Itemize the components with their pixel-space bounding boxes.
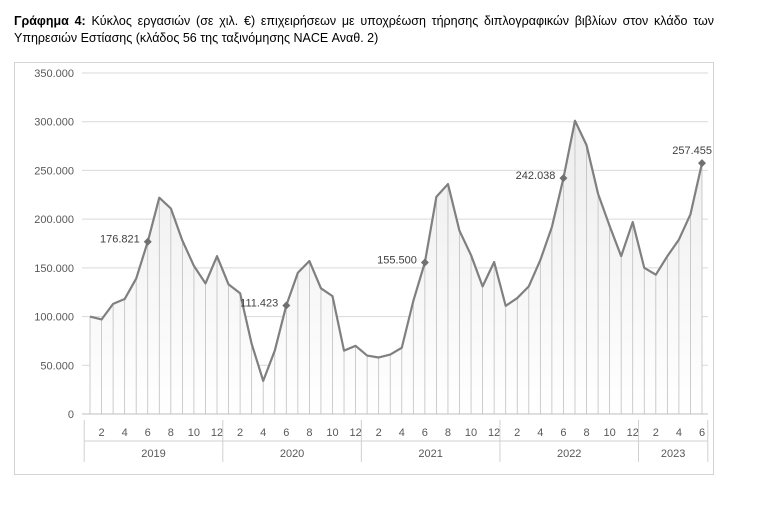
x-tick-label: 2: [375, 427, 382, 439]
caption-label: Γράφημα 4:: [14, 14, 86, 28]
x-tick-label: 2: [652, 427, 659, 439]
data-label: 176.821: [99, 233, 140, 246]
x-tick-label: 8: [444, 427, 452, 439]
x-tick-label: 6: [421, 427, 428, 439]
x-tick-label: 6: [144, 427, 151, 439]
year-label: 2023: [660, 448, 686, 460]
year-label: 2021: [418, 448, 443, 460]
data-marker: [698, 159, 706, 167]
x-tick-label: 8: [167, 427, 174, 439]
y-tick-label: 100.000: [34, 311, 74, 324]
x-tick-label: 10: [187, 427, 201, 439]
year-label: 2020: [279, 448, 305, 460]
data-label: 111.423: [240, 297, 279, 310]
x-tick-label: 2: [514, 427, 521, 439]
data-label: 242.038: [515, 170, 556, 183]
x-tick-label: 4: [675, 427, 682, 439]
x-tick-label: 10: [326, 427, 339, 439]
x-tick-label: 2: [98, 427, 105, 439]
x-tick-label: 12: [488, 427, 501, 439]
y-tick-label: 250.000: [34, 165, 74, 178]
y-tick-label: 150.000: [34, 262, 74, 275]
data-label: 155.500: [377, 254, 417, 267]
y-tick-label: 350.000: [34, 68, 74, 80]
x-tick-label: 10: [603, 427, 616, 439]
y-tick-label: 200.000: [34, 214, 74, 227]
y-tick-label: 0: [67, 409, 74, 421]
x-tick-label: 12: [626, 427, 639, 439]
x-tick-label: 12: [210, 427, 224, 439]
caption-text: Κύκλος εργασιών (σε χιλ. €) επιχειρήσεων με υποχρέωση τήρησης διπλογραφικών βιβλίων στον κλάδο των Υπηρεσιών Εστίασης (κλάδος 56 της ταξινόμησης NACE Αναθ. 2): [14, 14, 714, 45]
x-tick-label: 6: [283, 427, 290, 439]
x-tick-label: 4: [260, 427, 267, 439]
y-tick-label: 50.000: [40, 360, 74, 373]
x-tick-label: 4: [121, 427, 128, 439]
x-tick-label: 4: [398, 427, 405, 439]
data-label: 257.455: [672, 145, 712, 158]
x-tick-label: 10: [464, 427, 478, 439]
x-tick-label: 2: [237, 427, 244, 439]
x-tick-label: 6: [560, 427, 567, 439]
x-tick-label: 12: [349, 427, 362, 439]
year-label: 2022: [556, 448, 582, 460]
year-label: 2019: [141, 448, 166, 460]
x-tick-label: 4: [537, 427, 544, 439]
x-tick-label: 8: [583, 427, 590, 439]
x-tick-label: 6: [698, 427, 706, 439]
y-tick-label: 300.000: [34, 116, 74, 129]
x-tick-label: 8: [306, 427, 313, 439]
